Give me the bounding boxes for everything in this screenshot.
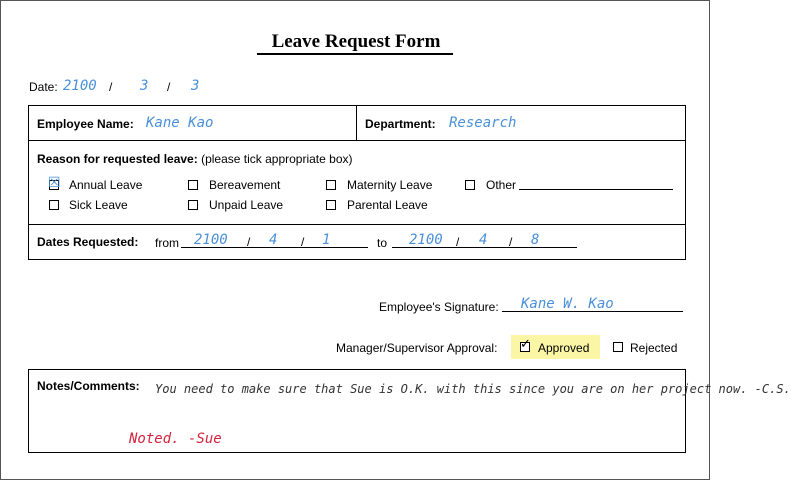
approved-label: Approved [538, 341, 590, 355]
date-separator: / [509, 235, 513, 249]
to-day[interactable]: 8 [531, 232, 540, 248]
notes-comment: You need to make sure that Sue is O.K. with this since you are on her project now. -C.S. [155, 382, 791, 396]
check-mark-icon: ✓ [520, 337, 531, 352]
from-month[interactable]: 4 [269, 232, 278, 248]
check-mark-icon: ☒ [48, 175, 61, 191]
parental-leave-label: Parental Leave [347, 198, 428, 212]
from-year[interactable]: 2100 [194, 232, 228, 248]
from-label: from [155, 236, 179, 250]
date-day[interactable]: 3 [191, 78, 200, 94]
maternity-leave-checkbox[interactable] [326, 180, 336, 190]
signature-value[interactable]: Kane W. Kao [521, 296, 614, 312]
to-month[interactable]: 4 [479, 232, 488, 248]
to-label: to [377, 236, 388, 250]
date-separator: / [456, 235, 460, 249]
other-input-line[interactable] [519, 189, 673, 190]
parental-leave-checkbox[interactable] [326, 200, 336, 210]
signature-label: Employee's Signature: [379, 300, 499, 314]
date-separator: / [301, 235, 305, 249]
employee-name-label: Employee Name: [37, 117, 134, 131]
employee-box-divider [356, 105, 357, 141]
title-underline [257, 53, 453, 55]
from-day[interactable]: 1 [322, 232, 331, 248]
dates-requested-label: Dates Requested: [37, 235, 139, 249]
other-checkbox[interactable] [465, 180, 475, 190]
reason-heading [37, 152, 353, 166]
unpaid-leave-label: Unpaid Leave [209, 198, 284, 212]
reason-hint: (please tick appropriate box) [201, 152, 353, 166]
date-year[interactable]: 2100 [63, 78, 97, 94]
form-title: Leave Request Form [271, 31, 441, 52]
rejected-checkbox[interactable] [613, 342, 623, 352]
maternity-leave-label: Maternity Leave [347, 178, 433, 192]
approved-checkbox[interactable] [520, 337, 531, 352]
sick-leave-label: Sick Leave [69, 198, 128, 212]
unpaid-leave-checkbox[interactable] [188, 200, 198, 210]
other-label: Other [486, 178, 517, 192]
annual-leave-label: Annual Leave [69, 178, 143, 192]
date-separator: / [167, 80, 171, 94]
department-label: Department: [365, 117, 436, 131]
notes-reply: Noted. -Sue [129, 431, 222, 447]
sick-leave-checkbox[interactable] [49, 200, 59, 210]
approval-label: Manager/Supervisor Approval: [336, 341, 498, 355]
reason-label: Reason for requested leave: [37, 152, 198, 166]
to-year[interactable]: 2100 [409, 232, 443, 248]
date-label: Date: [29, 80, 58, 94]
date-separator: / [109, 80, 113, 94]
bereavement-checkbox[interactable] [188, 180, 198, 190]
date-separator: / [247, 235, 251, 249]
department-value[interactable]: Research [449, 115, 517, 131]
notes-label: Notes/Comments: [37, 379, 140, 393]
rejected-label: Rejected [630, 341, 678, 355]
date-month[interactable]: 3 [140, 78, 149, 94]
bereavement-label: Bereavement [209, 178, 281, 192]
annual-leave-checkbox[interactable] [48, 175, 61, 191]
employee-name-value[interactable]: Kane Kao [146, 115, 214, 131]
